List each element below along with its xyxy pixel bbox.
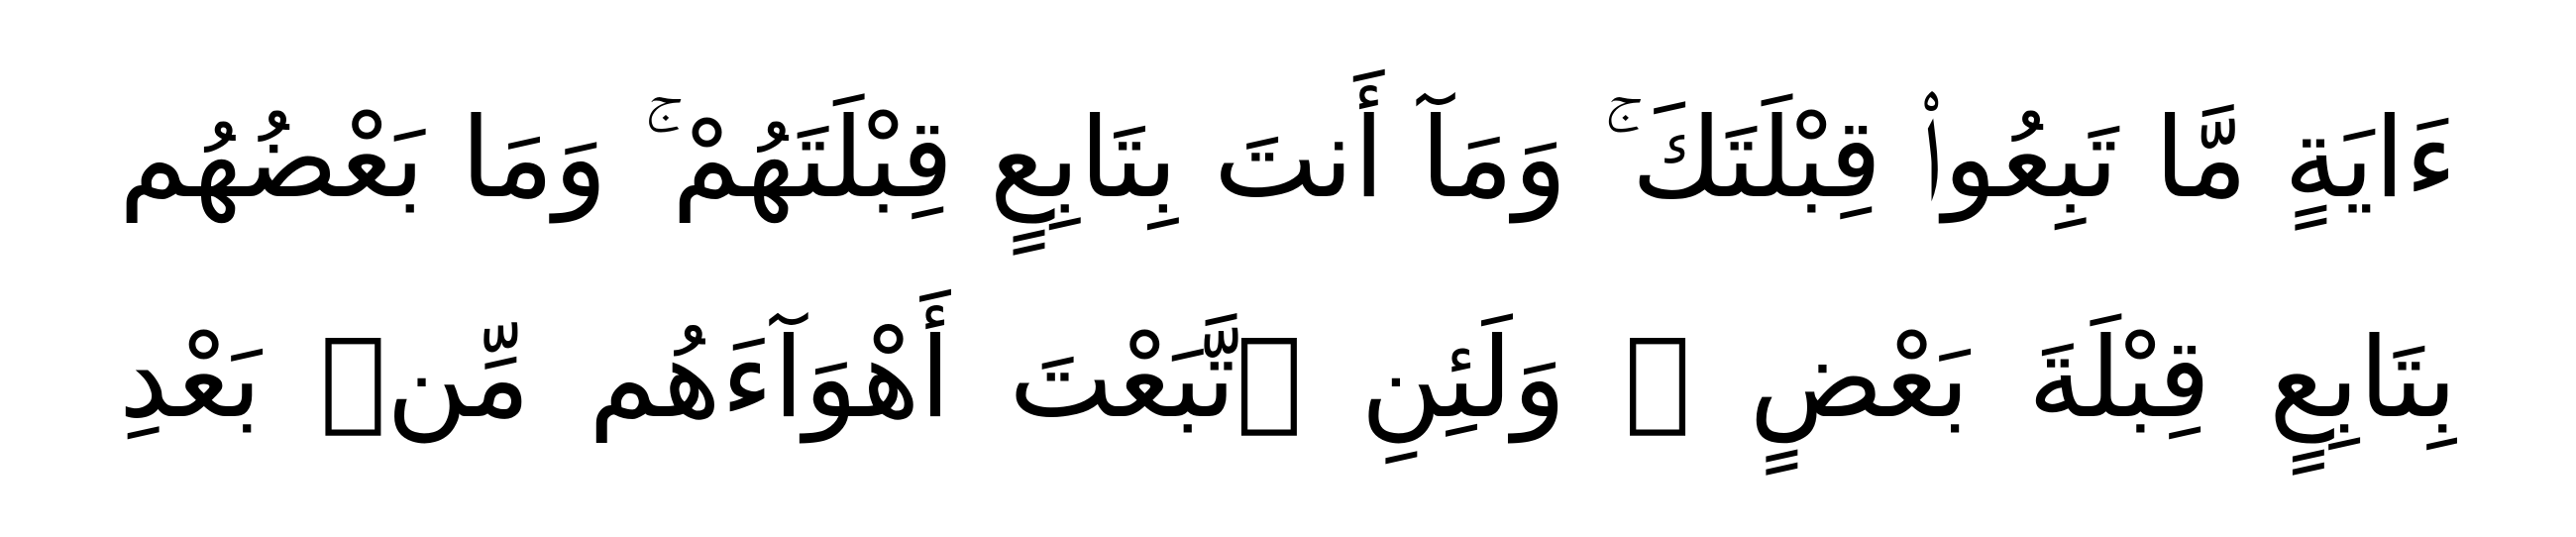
verse-line-2: بِتَابِعٍ قِبْلَةَ بَعْضٍ ۚ وَلَئِنِ ٱتَّبَعْتَ أَهْوَآءَهُم مِّنۢ بَعْدِ [119,314,2457,443]
verse-line-1: ءَايَةٍ مَّا تَبِعُوا۟ قِبْلَتَكَ ۚ وَمَآ أَنتَ بِتَابِعٍ قِبْلَتَهُمْ ۚ وَمَا بَعْضُهُم [119,94,2457,223]
